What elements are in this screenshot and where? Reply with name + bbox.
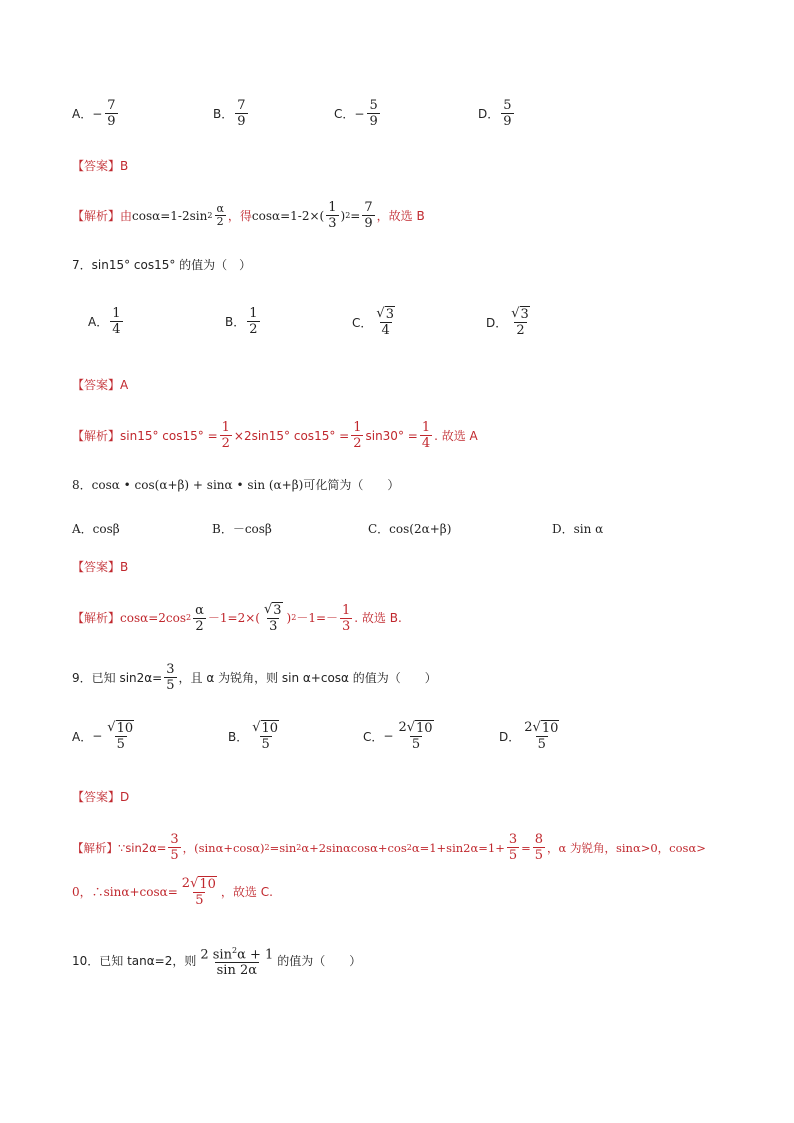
numerator: √ 10 xyxy=(252,720,279,736)
denominator: 5 xyxy=(534,848,544,863)
numerator: α xyxy=(195,602,204,618)
q9-option-c xyxy=(363,720,438,752)
q9-option-b xyxy=(228,720,283,752)
q8-option-a xyxy=(72,520,120,537)
analysis-expr: α=1+sin2α=1+ xyxy=(411,840,505,855)
question-stem: ，且 α 为锐角，则 sin α+cosα 的值为（ ） xyxy=(178,670,437,685)
analysis-expr: ∵sin2α= xyxy=(118,840,167,855)
minus-sign: − xyxy=(92,729,103,743)
denominator: 2 xyxy=(216,215,224,228)
q8-analysis xyxy=(72,602,402,634)
fraction xyxy=(326,200,338,231)
numerator: √ 3 xyxy=(263,602,282,618)
fraction xyxy=(501,98,513,129)
fraction xyxy=(351,420,363,451)
option-letter: B． xyxy=(228,729,249,744)
analysis-expr: ，α 为锐角，sinα>0，cosα> xyxy=(547,840,706,855)
denominator: 5 xyxy=(411,737,421,752)
analysis-expr: . 故选 B. xyxy=(354,611,402,625)
q6-option-c xyxy=(334,98,382,129)
radicand: 10 xyxy=(261,721,279,736)
analysis-label: 【解析】 xyxy=(72,611,121,625)
coefficient: 2 xyxy=(181,876,191,891)
numerator: 1 xyxy=(342,602,351,618)
q9-stem xyxy=(72,662,437,693)
analysis-expr: ×2sin15° cos15° = xyxy=(233,428,350,443)
radicand: 3 xyxy=(520,307,529,322)
analysis-expr: cosα=1-2sin xyxy=(132,208,208,223)
fraction xyxy=(250,720,281,752)
q7-option-c xyxy=(352,306,399,338)
numerator xyxy=(198,943,275,962)
numerator: 5 xyxy=(369,98,378,113)
option-letter: C． xyxy=(352,315,373,330)
radicand: 3 xyxy=(385,307,394,322)
denominator: 5 xyxy=(116,737,125,752)
radicand: 10 xyxy=(199,877,216,892)
answer-value: D xyxy=(120,790,130,804)
option-letter: D． xyxy=(499,729,521,744)
answer-label: 【答案】 xyxy=(72,159,121,173)
analysis-expr: = xyxy=(350,208,361,223)
answer-label: 【答案】 xyxy=(72,790,121,804)
q7-option-a xyxy=(88,306,125,337)
q7-option-d xyxy=(486,306,534,338)
question-stem: 8．cosα • cos(α+β) + sinα • sin (α+β)可化简为（ ） xyxy=(72,478,400,492)
analysis-expr: . 故选 A xyxy=(434,428,478,443)
numerator: 3 xyxy=(508,832,518,847)
numerator: 3 xyxy=(166,662,175,677)
numerator: 1 xyxy=(421,420,431,435)
question-stem: 9．已知 sin2α= xyxy=(72,670,163,685)
exponent: 2 xyxy=(207,210,213,220)
analysis-text: 由 xyxy=(120,208,133,223)
denominator: 3 xyxy=(269,619,278,634)
denominator: 9 xyxy=(107,114,116,129)
fraction xyxy=(164,662,176,693)
fraction xyxy=(262,602,285,634)
fraction xyxy=(220,420,232,451)
denominator: 2 xyxy=(221,436,230,451)
exponent: 2 xyxy=(231,946,238,955)
analysis-expr: ，故选 C. xyxy=(220,885,273,899)
denominator: 5 xyxy=(261,737,270,752)
denominator: 2 xyxy=(516,323,525,338)
fraction xyxy=(362,200,374,231)
numerator: 1 xyxy=(328,200,337,215)
numerator: 1 xyxy=(353,420,362,435)
analysis-label: 【解析】 xyxy=(72,208,121,223)
denominator: 5 xyxy=(508,848,518,863)
q8-answer xyxy=(72,559,128,575)
option-letter: B． xyxy=(225,315,246,329)
option-text: D．sin α xyxy=(552,522,604,536)
numerator: 7 xyxy=(237,98,246,113)
question-stem: 10．已知 tanα=2，则 xyxy=(72,953,197,968)
numerator: 2 √ 10 xyxy=(524,720,559,736)
numerator: 2 √ 10 xyxy=(398,720,433,736)
coefficient: 2 xyxy=(524,720,533,735)
answer-value: B xyxy=(120,159,129,173)
analysis-label: 【解析】 xyxy=(72,428,121,443)
numerator: 1 xyxy=(221,420,230,435)
exponent: 2 xyxy=(264,842,270,852)
fraction xyxy=(396,720,435,752)
answer-value: B xyxy=(120,560,129,574)
analysis-expr: sin30° = xyxy=(365,428,418,443)
q7-analysis xyxy=(72,420,478,451)
denominator: 5 xyxy=(195,893,204,908)
option-letter: B． xyxy=(213,107,234,121)
denominator: 4 xyxy=(381,323,390,338)
q7-option-b xyxy=(225,306,262,337)
exponent: 2 xyxy=(186,613,192,622)
answer-label: 【答案】 xyxy=(72,560,121,574)
fraction xyxy=(420,420,432,451)
fraction xyxy=(374,306,397,338)
option-letter: D． xyxy=(478,107,500,121)
denominator: 2 xyxy=(195,618,204,634)
denominator: 4 xyxy=(112,322,121,337)
numerator: √ 3 xyxy=(376,306,394,322)
numerator: √ 3 xyxy=(511,306,529,322)
option-text: A．cosβ xyxy=(72,522,120,536)
exponent: 2 xyxy=(406,842,412,852)
analysis-expr: cosα=2cos xyxy=(120,611,187,625)
q8-stem xyxy=(72,477,399,493)
numerator: √ 10 xyxy=(107,720,134,736)
fraction xyxy=(247,306,259,337)
analysis-expr: =sin xyxy=(269,840,297,855)
analysis-text: ，故选 B xyxy=(376,208,425,223)
fraction xyxy=(340,603,352,634)
denominator: 9 xyxy=(237,114,246,129)
minus-sign: − xyxy=(383,729,394,743)
q7-stem xyxy=(72,257,251,273)
fraction xyxy=(180,876,219,908)
exponent: 2 xyxy=(345,210,351,220)
fraction xyxy=(193,603,206,634)
fraction xyxy=(105,98,117,129)
q6-answer xyxy=(72,158,128,174)
q10-stem xyxy=(72,943,361,978)
q8-option-b xyxy=(212,520,272,537)
numerator: 2 √ 10 xyxy=(181,876,216,892)
numerator-part: α + 1 xyxy=(237,947,274,963)
coefficient: 2 xyxy=(398,720,407,735)
analysis-expr: 0，∴sinα+cosα= xyxy=(72,885,178,899)
denominator: sin 2α xyxy=(216,963,258,979)
exponent: 2 xyxy=(296,842,302,852)
fraction xyxy=(509,306,532,338)
option-letter: C． xyxy=(363,729,384,744)
option-letter: A． xyxy=(88,315,109,329)
exponent: 2 xyxy=(291,613,297,622)
option-text: C．cos(2α+β) xyxy=(368,522,452,536)
analysis-expr: α+2sinαcosα+cos xyxy=(301,840,407,855)
denominator: 3 xyxy=(328,216,337,231)
q9-answer xyxy=(72,789,129,805)
analysis-text: ，得 xyxy=(227,208,252,223)
question-stem: 的值为（ ） xyxy=(277,953,362,968)
numerator: 8 xyxy=(534,832,544,847)
fraction xyxy=(367,98,379,129)
fraction xyxy=(168,832,180,863)
fraction xyxy=(533,832,545,863)
question-stem: 7．sin15° cos15° 的值为（ ） xyxy=(72,258,252,272)
denominator: 2 xyxy=(353,436,362,451)
radicand: 3 xyxy=(273,603,282,618)
analysis-expr: ，(sinα+cosα) xyxy=(182,840,265,855)
numerator: 5 xyxy=(503,98,512,113)
denominator: 3 xyxy=(342,618,351,634)
analysis-expr: sin15° cos15° = xyxy=(120,428,218,443)
denominator: 5 xyxy=(170,848,179,863)
q9-option-a xyxy=(72,720,138,752)
denominator: 4 xyxy=(421,436,431,451)
numerator: α xyxy=(216,202,224,215)
analysis-expr: ) xyxy=(340,208,346,223)
fraction xyxy=(105,720,136,752)
fraction xyxy=(235,98,247,129)
q9-option-d xyxy=(499,720,563,752)
denominator: 5 xyxy=(537,737,546,752)
option-text: B．－cosβ xyxy=(212,522,272,536)
q7-answer xyxy=(72,377,128,393)
numerator-part: 2 sin xyxy=(200,947,232,963)
minus-sign: − xyxy=(92,106,103,121)
fraction xyxy=(198,943,275,978)
radicand: 10 xyxy=(416,721,433,736)
numerator: 3 xyxy=(170,832,179,847)
radicand: 10 xyxy=(541,721,559,736)
analysis-label: 【解析】 xyxy=(72,840,118,855)
answer-value: A xyxy=(120,378,129,392)
q9-analysis-line1 xyxy=(72,832,706,863)
fraction xyxy=(110,306,122,337)
analysis-expr: －1=2×( xyxy=(207,611,260,625)
analysis-expr: cosα=1-2×( xyxy=(251,208,325,223)
option-letter: D． xyxy=(486,315,508,330)
denominator: 9 xyxy=(369,114,378,129)
fraction xyxy=(507,832,519,863)
analysis-expr: －1=－ xyxy=(296,611,339,625)
denominator: 9 xyxy=(364,216,373,231)
option-letter: A． xyxy=(72,729,93,744)
option-letter: C． xyxy=(334,107,355,121)
q8-option-c xyxy=(368,520,451,537)
radicand: 10 xyxy=(116,721,134,736)
q6-option-d xyxy=(478,98,516,129)
q8-option-d xyxy=(552,520,603,537)
q6-analysis xyxy=(72,200,425,231)
fraction xyxy=(522,720,561,752)
numerator: 7 xyxy=(107,98,116,113)
q6-option-a xyxy=(72,98,120,129)
denominator: 9 xyxy=(503,114,512,129)
q6-option-b xyxy=(213,98,250,129)
answer-label: 【答案】 xyxy=(72,378,121,392)
numerator: 7 xyxy=(364,200,373,215)
numerator: 1 xyxy=(249,306,258,321)
analysis-expr: ) xyxy=(286,611,292,625)
minus-sign: − xyxy=(354,106,365,121)
fraction xyxy=(214,203,225,228)
denominator: 2 xyxy=(249,322,258,337)
analysis-expr: = xyxy=(521,840,531,855)
option-letter: A． xyxy=(72,107,93,121)
q9-analysis-line2 xyxy=(72,876,273,908)
denominator: 5 xyxy=(166,678,175,693)
numerator: 1 xyxy=(112,306,121,321)
